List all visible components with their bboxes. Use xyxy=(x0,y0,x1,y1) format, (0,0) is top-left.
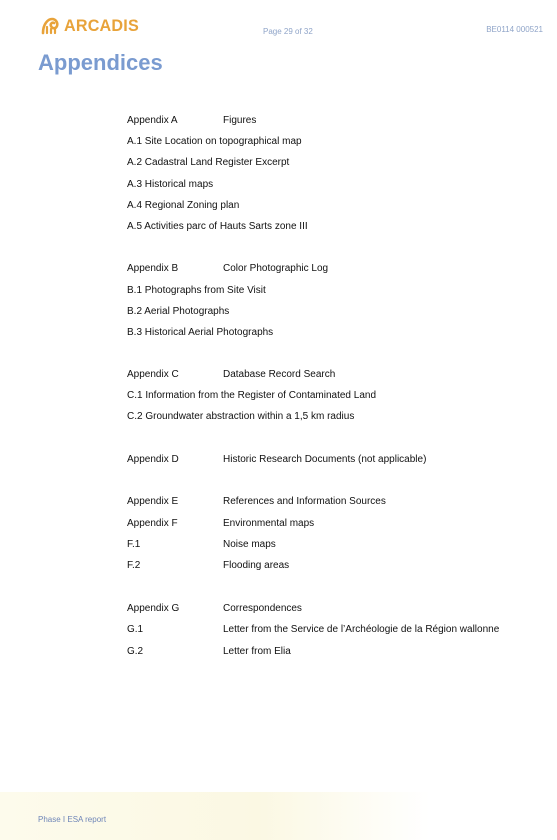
page-title: Appendices xyxy=(38,50,163,75)
logo-text: ARCADIS xyxy=(64,16,139,35)
appendix-title: Color Photographic Log xyxy=(223,263,329,274)
appendix-title: Database Record Search xyxy=(223,369,336,380)
appendix-title: Figures xyxy=(223,115,257,126)
page-number: Page 29 of 32 xyxy=(263,27,313,36)
arcadis-logo-icon xyxy=(40,16,60,36)
appendix-code: Appendix A xyxy=(127,115,178,126)
appendix-code: Appendix B xyxy=(127,263,179,274)
appendix-title: Correspondences xyxy=(223,603,302,614)
appendix-title: References and Information Sources xyxy=(223,496,386,507)
arcadis-logo xyxy=(40,16,143,36)
appendix-code: Appendix D xyxy=(127,454,179,465)
appendix-code: Appendix C xyxy=(127,369,179,380)
footer-label: Phase I ESA report xyxy=(38,815,107,824)
appendix-code: Appendix E xyxy=(127,496,179,507)
appendix-code: Appendix G xyxy=(127,603,180,614)
appendix-title: Historic Research Documents (not applicable) xyxy=(223,454,427,465)
appendix-code: Appendix F xyxy=(127,518,178,529)
appendix-title: Environmental maps xyxy=(223,518,315,529)
document-id: BE0114 000521 xyxy=(486,25,543,34)
